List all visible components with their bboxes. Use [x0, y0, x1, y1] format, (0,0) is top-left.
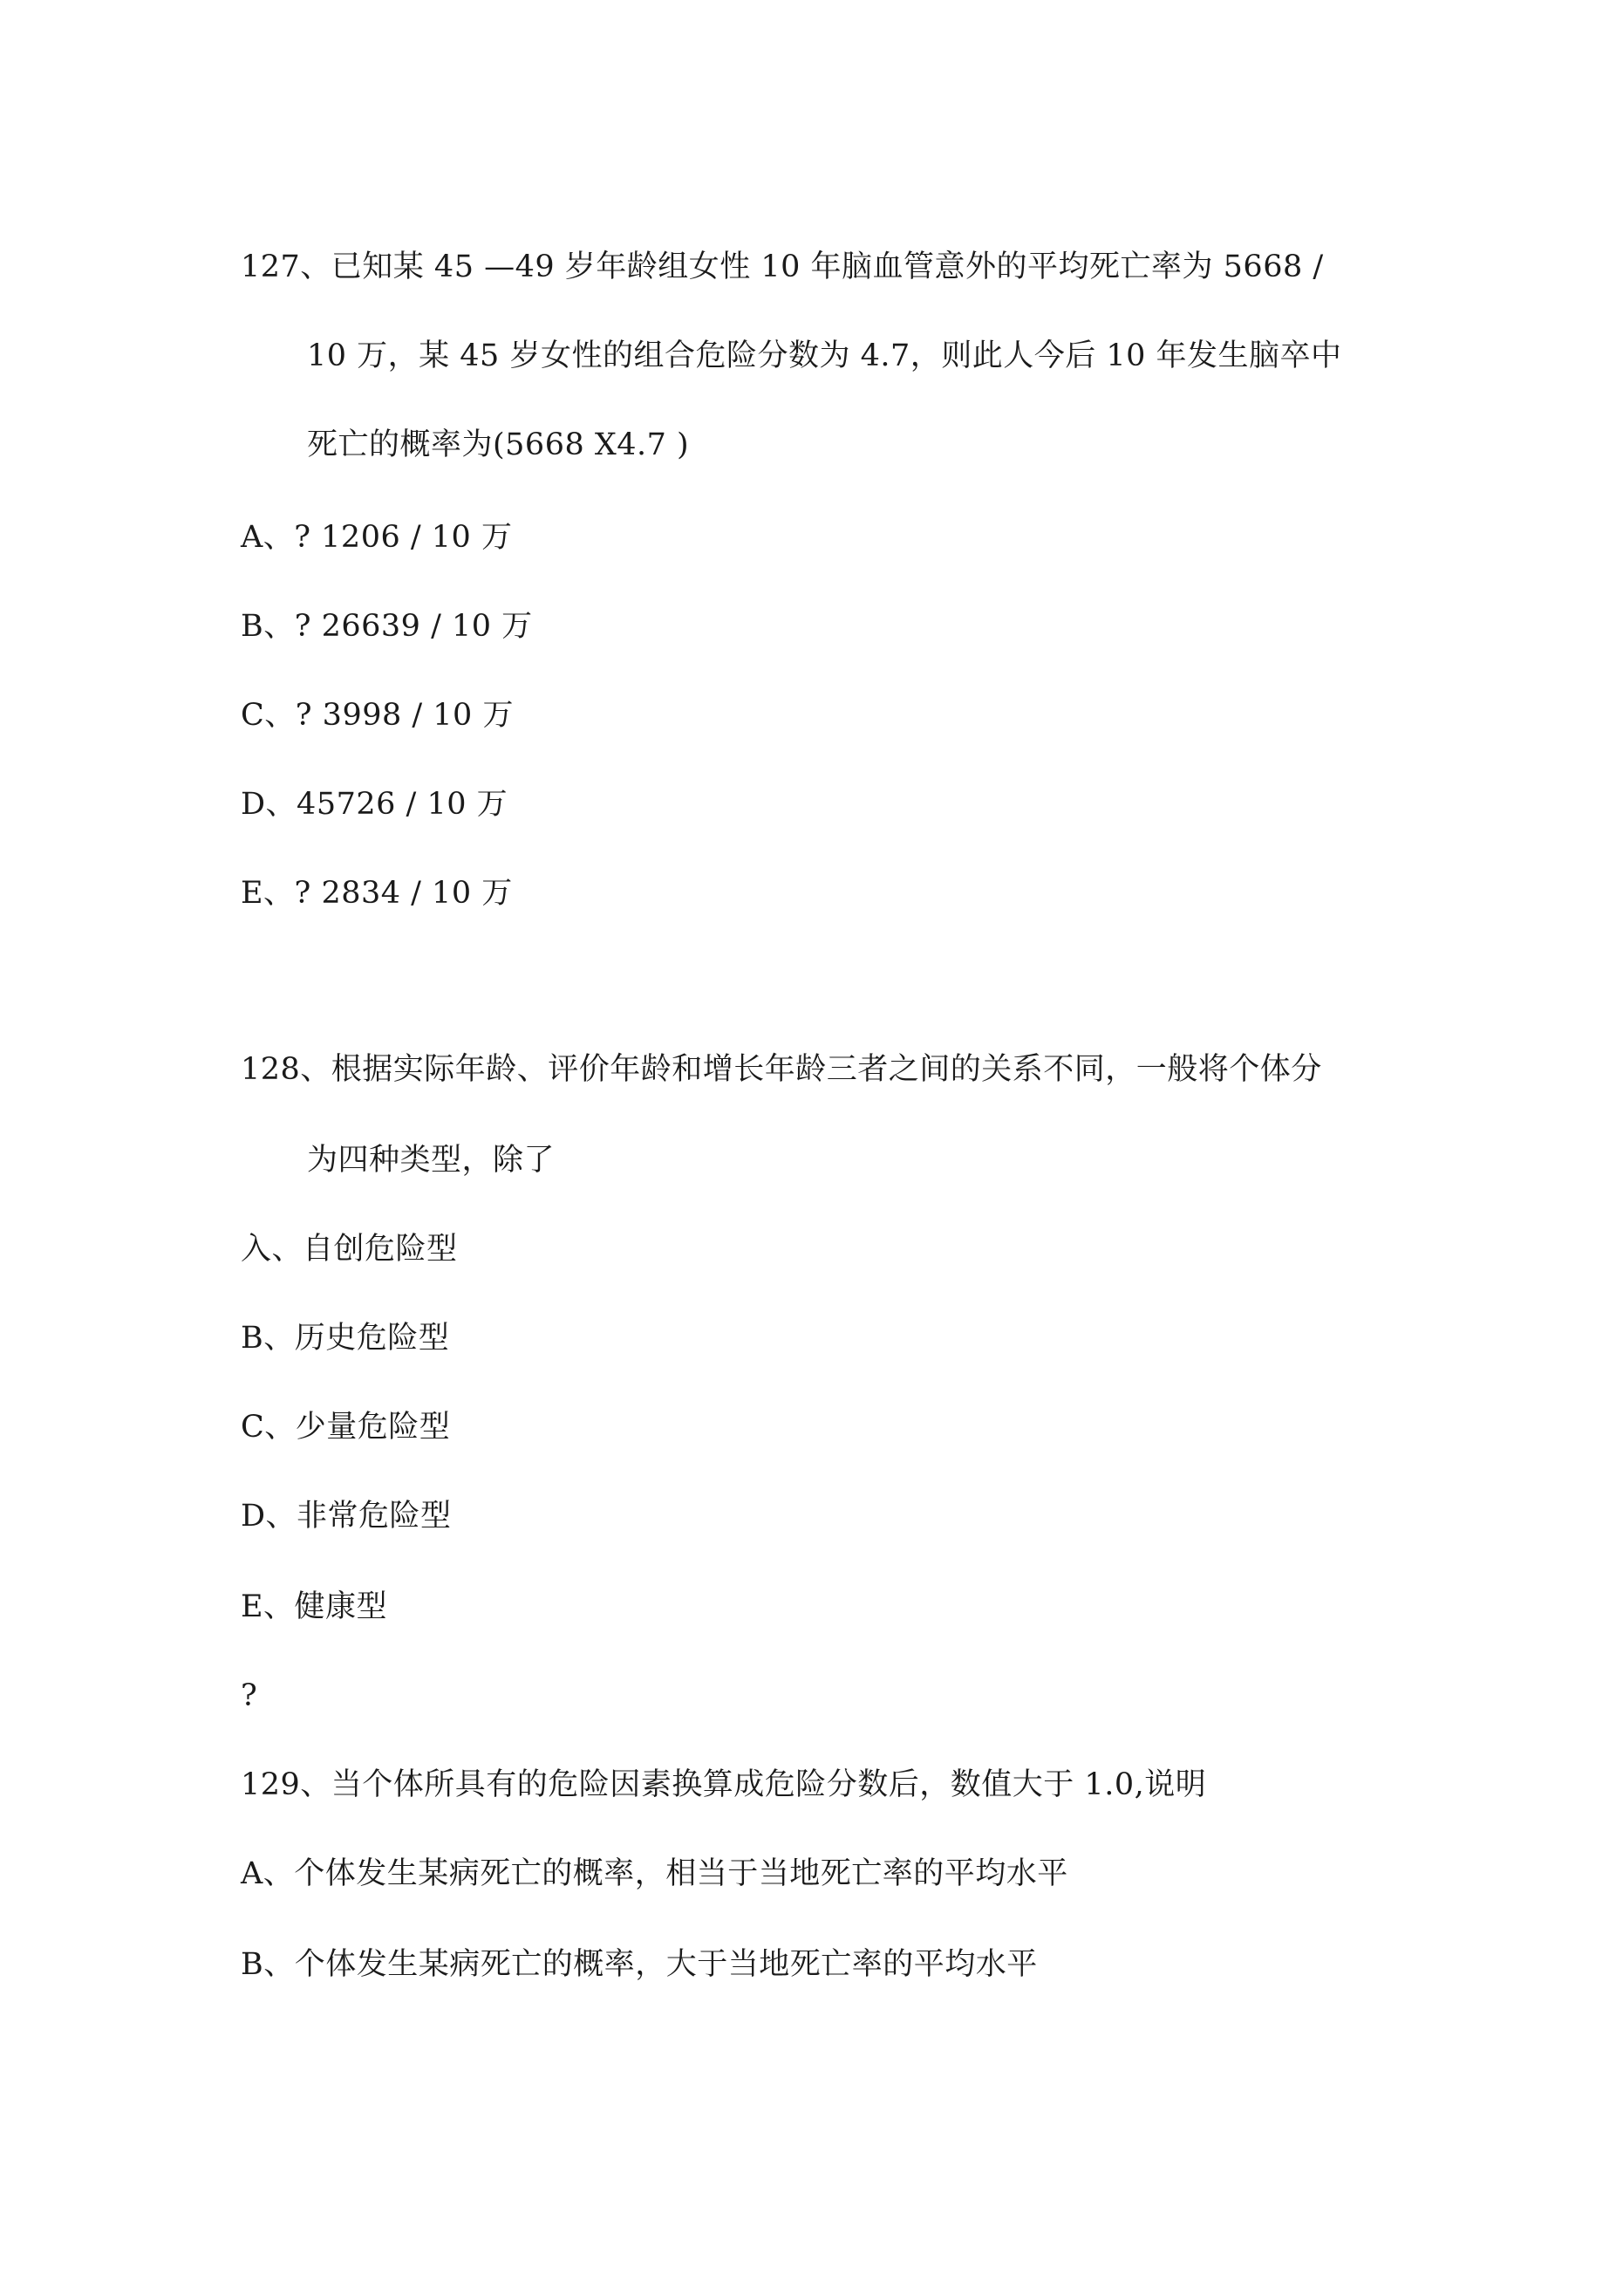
stray-question-mark: ? [241, 1678, 258, 1713]
question-stem-line: 10 万，某 45 岁女性的组合危险分数为 4.7，则此人今后 10 年发生脑卒中 [307, 338, 1342, 373]
answer-option: B、个体发生某病死亡的概率，大于当地死亡率的平均水平 [241, 1947, 1038, 1982]
answer-option: A、个体发生某病死亡的概率，相当于当地死亡率的平均水平 [241, 1856, 1068, 1891]
answer-option: A、? 1206 / 10 万 [241, 520, 513, 555]
question-stem-line: 128、根据实际年龄、评价年龄和增长年龄三者之间的关系不同，一般将个体分 [241, 1052, 1322, 1087]
answer-option: E、健康型 [241, 1589, 388, 1624]
question-stem-line: 为四种类型，除了 [307, 1143, 556, 1178]
question-stem-line: 死亡的概率为(5668 X4.7 ) [307, 427, 690, 462]
question-stem-line: 129、当个体所具有的危险因素换算成危险分数后，数值大于 1.0,说明 [241, 1767, 1207, 1802]
answer-option: C、? 3998 / 10 万 [241, 698, 514, 733]
answer-option: B、历史危险型 [241, 1321, 450, 1356]
answer-option: E、? 2834 / 10 万 [241, 876, 513, 911]
question-stem-line: 127、已知某 45 —49 岁年龄组女性 10 年脑血管意外的平均死亡率为 5668 / [241, 249, 1324, 284]
answer-option: D、非常危险型 [241, 1499, 452, 1534]
answer-option: C、少量危险型 [241, 1410, 451, 1445]
answer-option: B、? 26639 / 10 万 [241, 609, 533, 644]
answer-option: D、45726 / 10 万 [241, 787, 508, 822]
answer-option: 入、自创危险型 [241, 1232, 458, 1267]
